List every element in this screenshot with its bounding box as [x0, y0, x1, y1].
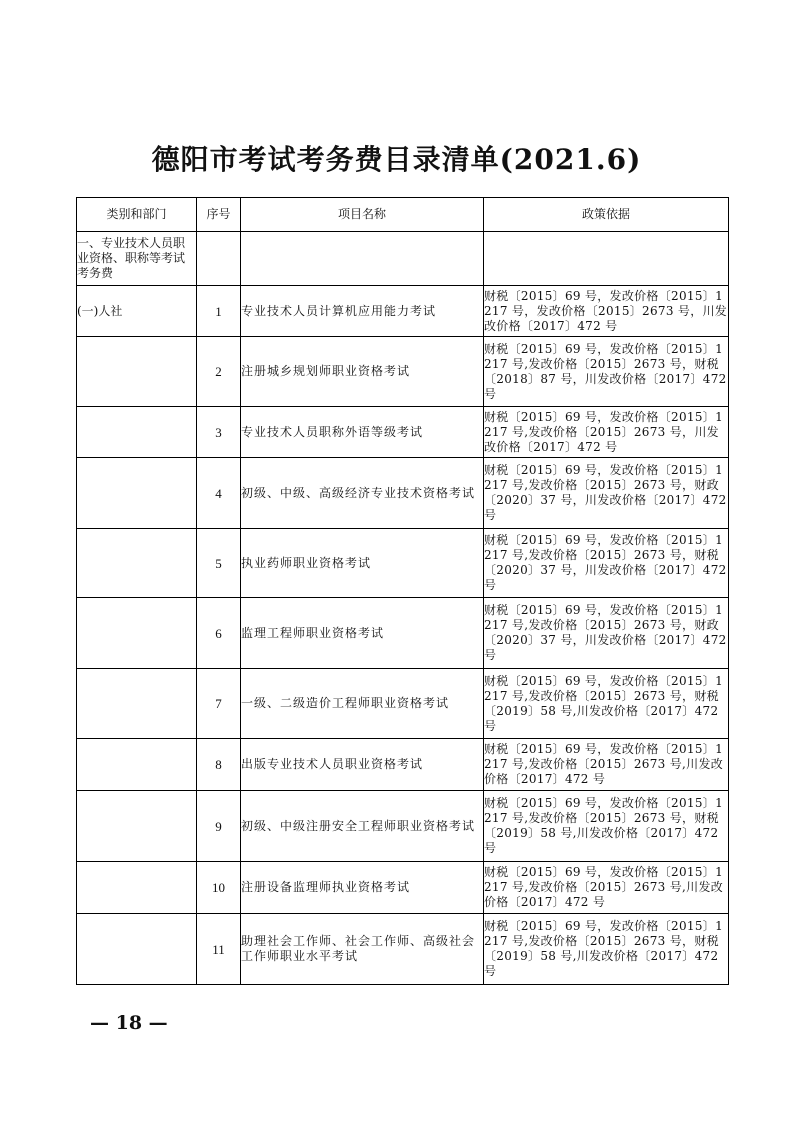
- row-item-name: 注册城乡规划师职业资格考试: [241, 337, 484, 407]
- row-number: 11: [197, 914, 241, 985]
- table-body: [77, 232, 729, 985]
- row-number: 3: [197, 407, 241, 458]
- header-policy-basis: 政策依据: [484, 198, 729, 232]
- row-number: 10: [197, 862, 241, 914]
- row-category: [77, 791, 197, 862]
- row-policy-basis: 财税〔2015〕69 号，发改价格〔2015〕1217 号,发改价格〔2015〕2673 号，财政〔2020〕37 号，川发改价格〔2017〕472 号: [484, 458, 729, 529]
- section-category: 一、专业技术人员职业资格、职称等考试考务费: [77, 232, 197, 286]
- row-policy-basis: 财税〔2015〕69 号，发改价格〔2015〕1217 号,发改价格〔2015〕2673 号，财税〔2018〕87 号，川发改价格〔2017〕472 号: [484, 337, 729, 407]
- row-category: [77, 407, 197, 458]
- table-row: [77, 914, 729, 985]
- table-row: [77, 862, 729, 914]
- row-category: (一)人社: [77, 286, 197, 337]
- page-number: — 18 —: [90, 1012, 168, 1034]
- table-row: [77, 529, 729, 598]
- row-item-name: 注册设备监理师执业资格考试: [241, 862, 484, 914]
- row-policy-basis: 财税〔2015〕69 号，发改价格〔2015〕1217 号,发改价格〔2015〕2673 号，川发改价格〔2017〕472 号: [484, 407, 729, 458]
- fee-catalog-table: [76, 197, 729, 985]
- table-row: [77, 458, 729, 529]
- table-row: [77, 337, 729, 407]
- row-category: [77, 598, 197, 669]
- section-item: [241, 232, 484, 286]
- row-number: 1: [197, 286, 241, 337]
- row-number: 6: [197, 598, 241, 669]
- row-policy-basis: 财税〔2015〕69 号，发改价格〔2015〕1217 号,发改价格〔2015〕2673 号，财政〔2020〕37 号，川发改价格〔2017〕472 号: [484, 598, 729, 669]
- row-category: [77, 914, 197, 985]
- row-policy-basis: 财税〔2015〕69 号，发改价格〔2015〕1217 号,发改价格〔2015〕2673 号,川发改价格〔2017〕472 号: [484, 739, 729, 791]
- row-item-name: 初级、中级、高级经济专业技术资格考试: [241, 458, 484, 529]
- header-category: 类别和部门: [77, 198, 197, 232]
- table-row: [77, 286, 729, 337]
- row-category: [77, 862, 197, 914]
- row-item-name: 助理社会工作师、社会工作师、高级社会工作师职业水平考试: [241, 914, 484, 985]
- row-category: [77, 337, 197, 407]
- section-number: [197, 232, 241, 286]
- document-title: 德阳市考试考务费目录清单(2021.6): [151, 143, 642, 176]
- row-item-name: 监理工程师职业资格考试: [241, 598, 484, 669]
- row-item-name: 初级、中级注册安全工程师职业资格考试: [241, 791, 484, 862]
- row-category: [77, 669, 197, 739]
- row-policy-basis: 财税〔2015〕69 号，发改价格〔2015〕1217 号,发改价格〔2015〕2673 号，财税〔2019〕58 号,川发改价格〔2017〕472 号: [484, 914, 729, 985]
- row-policy-basis: 财税〔2015〕69 号，发改价格〔2015〕1217 号,发改价格〔2015〕2673 号，财税〔2019〕58 号,川发改价格〔2017〕472 号: [484, 791, 729, 862]
- table-row: [77, 791, 729, 862]
- row-number: 2: [197, 337, 241, 407]
- row-number: 4: [197, 458, 241, 529]
- row-category: [77, 458, 197, 529]
- header-item-name: 项目名称: [241, 198, 484, 232]
- row-item-name: 执业药师职业资格考试: [241, 529, 484, 598]
- table-row: [77, 669, 729, 739]
- row-number: 7: [197, 669, 241, 739]
- row-item-name: 一级、二级造价工程师职业资格考试: [241, 669, 484, 739]
- row-policy-basis: 财税〔2015〕69 号，发改价格〔2015〕1217 号,发改价格〔2015〕2673 号，财税〔2020〕37 号，川发改价格〔2017〕472 号: [484, 529, 729, 598]
- row-item-name: 专业技术人员计算机应用能力考试: [241, 286, 484, 337]
- row-number: 5: [197, 529, 241, 598]
- row-policy-basis: 财税〔2015〕69 号，发改价格〔2015〕1217 号,发改价格〔2015〕2673 号，财税〔2019〕58 号,川发改价格〔2017〕472 号: [484, 669, 729, 739]
- table-row: [77, 598, 729, 669]
- section-row: [77, 232, 729, 286]
- row-number: 9: [197, 791, 241, 862]
- row-item-name: 出版专业技术人员职业资格考试: [241, 739, 484, 791]
- header-number: 序号: [197, 198, 241, 232]
- row-number: 8: [197, 739, 241, 791]
- row-category: [77, 739, 197, 791]
- table-row: [77, 739, 729, 791]
- row-policy-basis: 财税〔2015〕69 号，发改价格〔2015〕1217 号，发改价格〔2015〕2673 号，川发改价格〔2017〕472 号: [484, 286, 729, 337]
- row-item-name: 专业技术人员职称外语等级考试: [241, 407, 484, 458]
- table-row: [77, 407, 729, 458]
- table-header-row: [77, 198, 729, 232]
- row-category: [77, 529, 197, 598]
- row-policy-basis: 财税〔2015〕69 号，发改价格〔2015〕1217 号,发改价格〔2015〕2673 号,川发改价格〔2017〕472 号: [484, 862, 729, 914]
- section-policy: [484, 232, 729, 286]
